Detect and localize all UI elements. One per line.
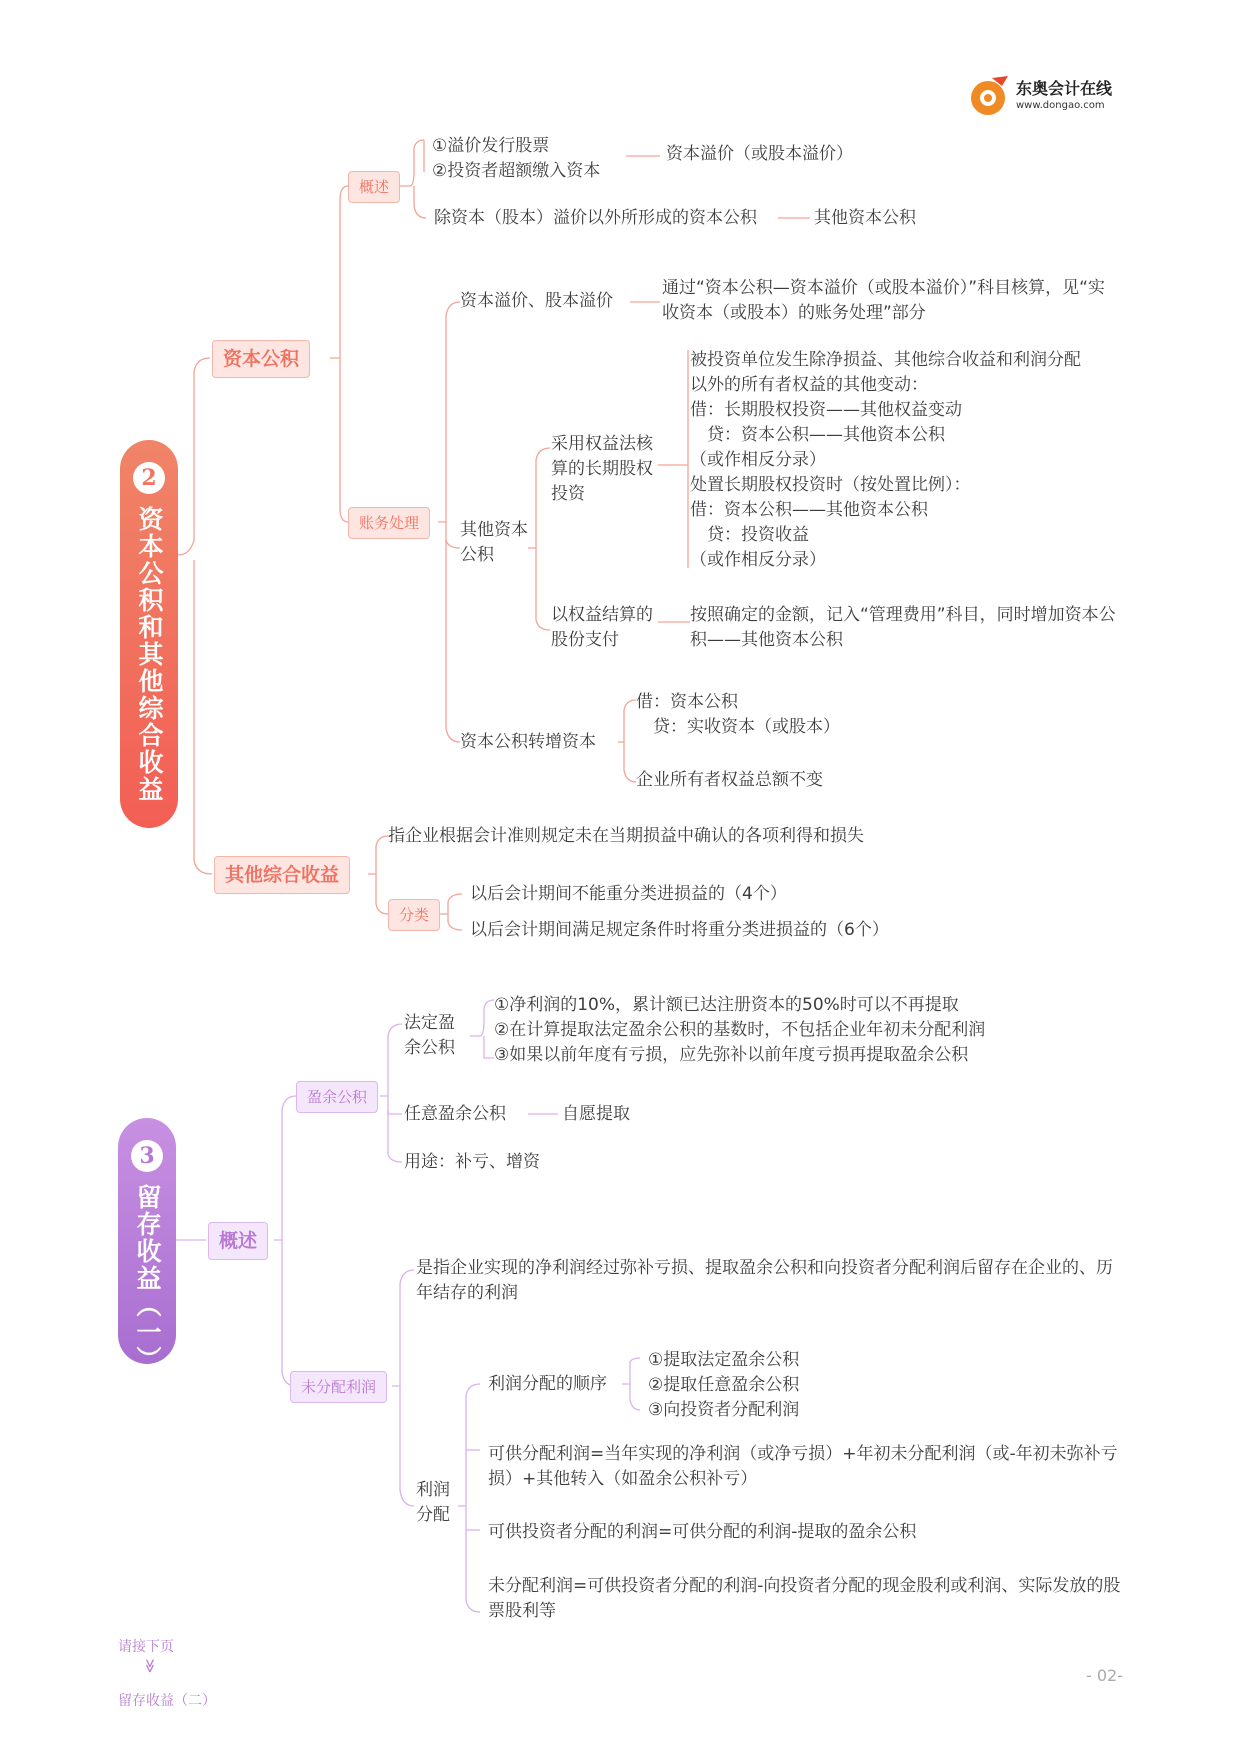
other-reserve-item: 除资本（股本）溢价以外所形成的资本公积 [434,208,757,228]
section-3-number: 3 [131,1140,163,1172]
overview-node: 概述 [348,171,400,203]
oci-classification-node: 分类 [388,899,440,931]
retained-overview-node: 概述 [208,1222,268,1260]
undistributed-definition: 是指企业实现的净利润经过弥补亏损、提取盈余公积和向投资者分配利润后留存在企业的、历年结存的利润 [416,1258,1113,1303]
section-3-pill [118,1118,176,1373]
equity-line: 贷：投资收益 [690,525,809,545]
section-3-title: 留存收益（一） [133,1184,162,1373]
oci-definition: 指企业根据会计准则规定未在当期损益中确认的各项利得和损失 [388,826,864,846]
next-topic-link[interactable]: 留存收益（二） [118,1693,216,1709]
surplus-usage: 用途：补亏、增资 [404,1152,540,1172]
formula-distributable-profit: 可供分配利润=当年实现的净利润（或净亏损）+年初未分配利润（或-年初未弥补亏损）+其他转入（如盈余公积补亏） [488,1444,1118,1489]
section-2-title: 资本公积和其他综合收益 [135,506,164,803]
brand-url: www.dongao.com [1016,100,1105,111]
premium-result: 资本溢价（或股本溢价） [666,144,853,164]
chevron-down-icon: ≫ [141,1658,158,1674]
equity-line: 以外的所有者权益的其他变动： [690,375,928,395]
statutory-item-3: ③如果以前年度有亏损，应先弥补以前年度亏损再提取盈余公积 [494,1045,969,1065]
premium-accounting-label: 资本溢价、股本溢价 [460,291,613,311]
discretionary-surplus-result: 自愿提取 [562,1104,630,1124]
distribution-order-label: 利润分配的顺序 [488,1374,607,1394]
conversion-label: 资本公积转增资本 [460,732,596,752]
formula-investor-profit: 可供投资者分配的利润=可供分配的利润-提取的盈余公积 [488,1522,917,1542]
conversion-entry-credit: 贷：实收资本（或股本） [636,717,840,737]
equity-line: （或作相反分录） [690,450,826,470]
section-2-pill [120,440,178,828]
statutory-item-1: ①净利润的10%，累计额已达注册资本的50%时可以不再提取 [494,995,959,1015]
oci-class-1: 以后会计期间不能重分类进损益的（4个） [470,884,787,904]
page-number: - 02- [1086,1666,1123,1685]
equity-line: （或作相反分录） [690,550,826,570]
formula-undistributed-profit: 未分配利润=可供投资者分配的利润-向投资者分配的现金股利或利润、实际发放的股票股利等 [488,1576,1121,1621]
share-payment-label: 以权益结算的股份支付 [551,605,653,650]
equity-line: 借：长期股权投资——其他权益变动 [690,400,962,420]
section-2-number: 2 [133,462,165,494]
continue-label: 请接下页 [118,1639,174,1655]
equity-line: 借：资本公积——其他资本公积 [690,500,928,520]
conversion-entry-debit: 借：资本公积 [636,692,738,712]
premium-item-1: ①溢价发行股票 [432,136,550,156]
equity-method-label: 采用权益法核算的长期股权投资 [551,434,653,504]
other-reserve-result: 其他资本公积 [814,208,916,228]
equity-line: 贷：资本公积——其他资本公积 [690,425,945,445]
premium-accounting-desc: 通过“资本公积—资本溢价（或股本溢价）”科目核算，见“实收资本（或股本）的账务处理”部分 [662,278,1105,323]
undistributed-profit-node: 未分配利润 [290,1371,387,1403]
share-payment-desc: 按照确定的金额，记入“管理费用”科目，同时增加资本公积——其他资本公积 [690,605,1116,650]
other-capital-reserve-label: 其他资本公积 [460,520,528,565]
equity-line: 被投资单位发生除净损益、其他综合收益和利润分配 [690,350,1081,370]
brand-name: 东奥会计在线 [1016,79,1113,98]
conversion-note: 企业所有者权益总额不变 [636,770,823,790]
statutory-item-2: ②在计算提取法定盈余公积的基数时，不包括企业年初未分配利润 [494,1020,986,1040]
distribution-order-1: ①提取法定盈余公积 [648,1350,800,1370]
accounting-node: 账务处理 [348,507,430,539]
profit-distribution-label: 利润分配 [416,1480,450,1525]
distribution-order-3: ③向投资者分配利润 [648,1400,800,1420]
oci-class-2: 以后会计期间满足规定条件时将重分类进损益的（6个） [470,920,889,940]
discretionary-surplus-label: 任意盈余公积 [404,1104,506,1124]
oci-node: 其他综合收益 [214,856,350,894]
premium-item-2: ②投资者超额缴入资本 [432,161,601,181]
capital-reserve-node: 资本公积 [212,340,310,378]
surplus-reserve-node: 盈余公积 [296,1081,378,1113]
statutory-surplus-label: 法定盈余公积 [404,1013,455,1058]
equity-line: 处置长期股权投资时（按处置比例）： [690,475,971,495]
distribution-order-2: ②提取任意盈余公积 [648,1375,800,1395]
